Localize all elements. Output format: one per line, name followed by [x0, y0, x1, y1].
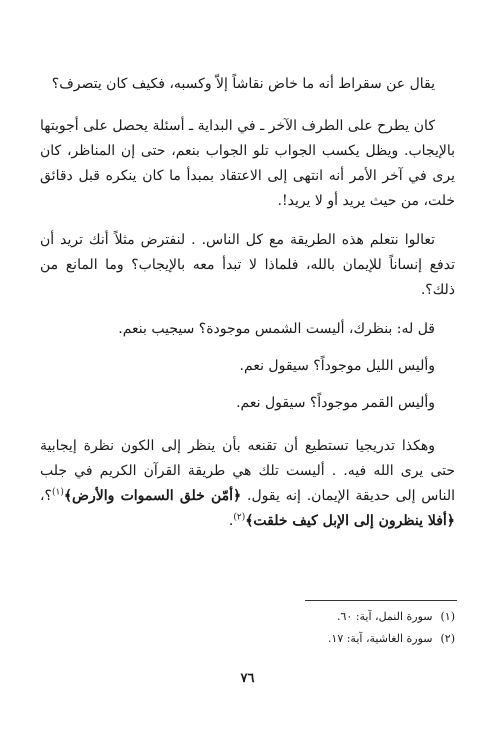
- footnote-1-text: سورة النمل، آية: ٦٠.: [337, 610, 433, 623]
- dialogue-line-sun: قل له: بنظرك، أليست الشمس موجودة؟ سيجيب بنعم.: [118, 321, 435, 337]
- footnote-2-text: سورة الغاشية، آية: ١٧.: [327, 632, 433, 645]
- footnote-2: [100, 628, 455, 650]
- footnote-divider: [305, 600, 457, 601]
- footnote-ref-2: (٢): [233, 512, 246, 523]
- paragraph-method: كان يطرح على الطرف الآخر ـ في البداية ـ أسئلة يحصل على أجوبتها بالإيجاب. ويظل يكسب الجواب تلو الجواب بنعم، حتى إن المناظر، كان يرى في آخر الأمر أنه انتهى إلى الاعتقاد بمبدأ ما كان ينكره قبل دقائق خلت، من حيث يريد أو لا يريد!.: [40, 118, 455, 209]
- paragraph-socrates: يقال عن سقراط أنه ما خاض نقاشاً إلاّ وكسبه، فكيف كان يتصرف؟: [51, 76, 435, 92]
- quran-quote-2: ﴿أفلا ينظرون إلى الإبل كيف خلقت﴾: [245, 513, 455, 529]
- paragraph-invitation: تعالوا نتعلم هذه الطريقة مع كل الناس. . لنفترض مثلاً أنك تريد أن تدفع إنساناً للإيمان بالله، فلماذا لا تبدأ معه بالإيجاب؟ وما المانع من ذلك؟.: [40, 232, 455, 298]
- paragraph-end: .: [228, 513, 234, 529]
- quran-quote-1: ﴿أمّن خلق السموات والأرض﴾: [63, 488, 242, 504]
- quote-separator: ؟،: [40, 488, 52, 504]
- paragraph-quran: [40, 434, 455, 534]
- footnotes: [100, 606, 455, 650]
- dialogue-line-night: وأليس الليل موجوداً؟ سيقول نعم.: [239, 358, 435, 374]
- footnote-ref-1: (١): [51, 487, 64, 498]
- paragraph-quran-text: وهكذا تدريجيا تستطيع أن تقنعه بأن ينظر إلى الكون نظرة إيجابية حتى يرى الله فيه. . أليست تلك هي طريقة القرآن الكريم في جلب الناس إلى حديقة الإيمان. إنه يقول.: [40, 438, 456, 504]
- footnote-1: [100, 606, 455, 628]
- body-text: [40, 72, 455, 534]
- page-number: ٧٦: [240, 671, 255, 686]
- footnote-1-number: (١): [440, 610, 455, 623]
- dialogue-line-moon: وأليس القمر موجوداً؟ سيقول نعم.: [236, 395, 435, 411]
- footnote-2-number: (٢): [440, 632, 455, 645]
